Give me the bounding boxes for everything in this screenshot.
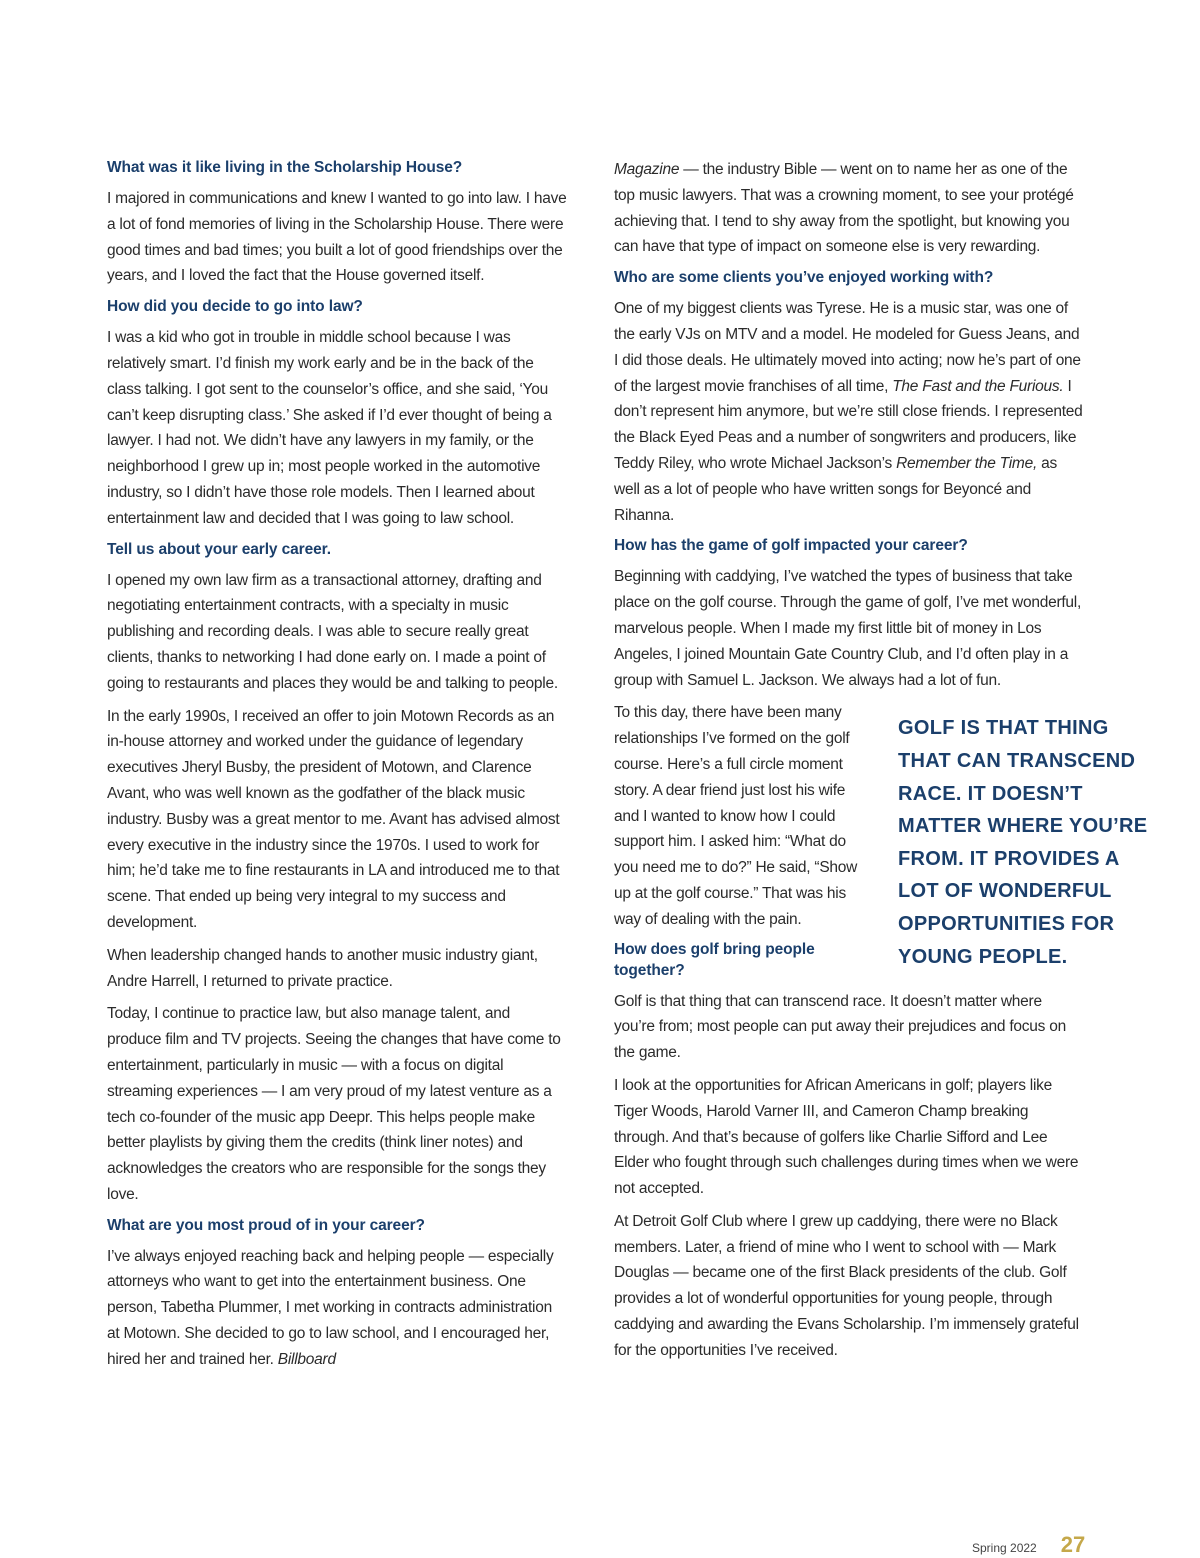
answer-text: as well as a lot of people who have written songs for Beyoncé and Rihanna. [614, 454, 1057, 524]
question-heading: What are you most proud of in your career? [107, 1216, 425, 1234]
answer-paragraph: Golf is that thing that can transcend race. It doesn’t matter where you’re from; most people can put away their prejudices and focus on the game. [614, 992, 1066, 1062]
page-number: 27 [1060, 1532, 1086, 1557]
answer-text: One of my biggest clients was Tyrese. He is a music star, was one of the early VJs on MTV and a model. He modeled for Guess Jeans, and I did those deals. He ultimately moved into acting; now he’s part of one of the largest movie franchises of all time, [614, 300, 1081, 395]
answer-paragraph: I look at the opportunities for African Americans in golf; players like Tiger Woods, Harold Varner III, and Cameron Champ breaking through. And that’s because of golfers like Charlie Sifford and Lee Elder who fought through such challenges during times when we were not accepted. [614, 1076, 1079, 1198]
answer-paragraph: Beginning with caddying, I’ve watched the types of business that take place on the golf course. Through the game of golf, I’ve met wonderful, marvelous people. When I made my first little bit of money in Los Angeles, I joined Mountain Gate Country Club, and I’d often play in a group with Samuel L. Jackson. We always had a lot of fun. [614, 568, 1082, 689]
question-heading: How has the game of golf impacted your career? [614, 537, 968, 555]
answer-text: I don’t represent him anymore, but we’re still close friends. I represented the Black Eyed Peas and a number of songwriters and producers, like Teddy Riley, who wrote Michael Jackson’s [614, 377, 1083, 472]
answer-paragraph: To this day, there have been many relationships I’ve formed on the golf course. Here’s a full circle moment story. A dear friend just lost his wife and I wanted to know how I could support him. I asked him: “What do you need me to do?” He said, “Show up at the golf course.” That was his way of dealing with the pain. [614, 704, 858, 928]
answer-paragraph: When leadership changed hands to another music industry giant, Andre Harrell, I returned to private practice. [107, 946, 538, 990]
movie-title: The Fast and the Furious. [892, 377, 1064, 395]
answer-paragraph: In the early 1990s, I received an offer to join Motown Records as an in-house attorney and worked under the guidance of legendary executives Jheryl Busby, the president of Motown, and Clarence Avant, who was well known as the godfather of the black music industry. Busby was a great mentor to me. Avant has advised almost every executive in the industry since the 1970s. I used to work for him; he’d take me to fine restaurants in LA and introduced me to that scene. That ended up being very integral to my success and development. [107, 707, 560, 931]
song-title: Remember the Time, [896, 454, 1038, 472]
pull-quote: GOLF IS THAT THING THAT CAN TRANSCEND RACE. IT DOESN’T MATTER WHERE YOU’RE FROM. IT PROVIDES A LOT OF WONDERFUL OPPORTUNITIES FOR YOUNG PEOPLE. [898, 717, 1148, 968]
right-column [614, 157, 1148, 1371]
answer-paragraph: I opened my own law firm as a transactional attorney, drafting and negotiating entertainment contracts, with a specialty in music publishing and recording deals. I was able to secure really great clients, thanks to networking I had done early on. I made a point of going to restaurants and places they would be and talking to people. [107, 571, 558, 692]
answer-text: I’ve always enjoyed reaching back and helping people — especially attorneys who want to get into the entertainment business. One person, Tabetha Plummer, I met working in contracts administration at Motown. She decided to go to law school, and I encouraged her, hired her and trained her. [107, 1247, 554, 1368]
answer-paragraph: I was a kid who got in trouble in middle school because I was relatively smart. I’d finish my work early and be in the back of the class talking. I got sent to the counselor’s office, and she said, ‘You can’t keep disrupting class.’ She asked if I’d ever thought of being a lawyer. I had not. We didn’t have any lawyers in my family, or the neighborhood I grew up in; most people worked in the automotive industry, so I didn’t have those role models. Then I learned about entertainment law and decided that I was going to law school. [107, 329, 552, 527]
answer-paragraph: Today, I continue to practice law, but also manage talent, and produce film and TV projects. Seeing the changes that have come to entertainment, particularly in music — with a focus on digital streaming experiences — I am very proud of my latest venture as a tech co-founder of the music app Deepr. This helps people make better playlists by giving them the credits (think liner notes) and acknowledges the creators who are responsible for the songs they love. [107, 1005, 561, 1203]
answer-paragraph: At Detroit Golf Club where I grew up caddying, there were no Black members. Later, a friend of mine who I went to school with — Mark Douglas — became one of the first Black presidents of the club. Golf provides a lot of wonderful opportunities for young people, through caddying and awarding the Evans Scholarship. I’m immensely grateful for the opportunities I’ve received. [614, 1212, 1079, 1359]
answer-paragraph [614, 296, 1086, 528]
answer-text: — the industry Bible — went on to name her as one of the top music lawyers. That was a crowning moment, to see your protégé achieving that. I tend to shy away from the spotlight, but knowing you can have that type of impact on someone else is very rewarding. [614, 161, 1074, 256]
page-footer [972, 1532, 1085, 1558]
answer-paragraph [107, 1244, 567, 1373]
issue-season: Spring 2022 [972, 1541, 1037, 1555]
publication-title: Magazine [614, 161, 680, 178]
question-heading: How does golf bring people together? [614, 940, 815, 979]
question-heading: What was it like living in the Scholarship House? [107, 159, 463, 176]
question-heading: Who are some clients you’ve enjoyed working with? [614, 269, 994, 287]
golf-section [614, 700, 1148, 988]
golf-text-block [614, 700, 870, 988]
publication-title: Billboard [277, 1350, 336, 1368]
answer-paragraph: I majored in communications and knew I wanted to go into law. I have a lot of fond memories of living in the Scholarship House. There were good times and bad times; you built a lot of good friendships over the years, and I loved the fact that the House governed itself. [107, 190, 567, 285]
question-heading: Tell us about your early career. [107, 540, 331, 558]
question-heading: How did you decide to go into law? [107, 298, 363, 316]
left-column [107, 157, 567, 1380]
answer-paragraph [614, 157, 1086, 260]
